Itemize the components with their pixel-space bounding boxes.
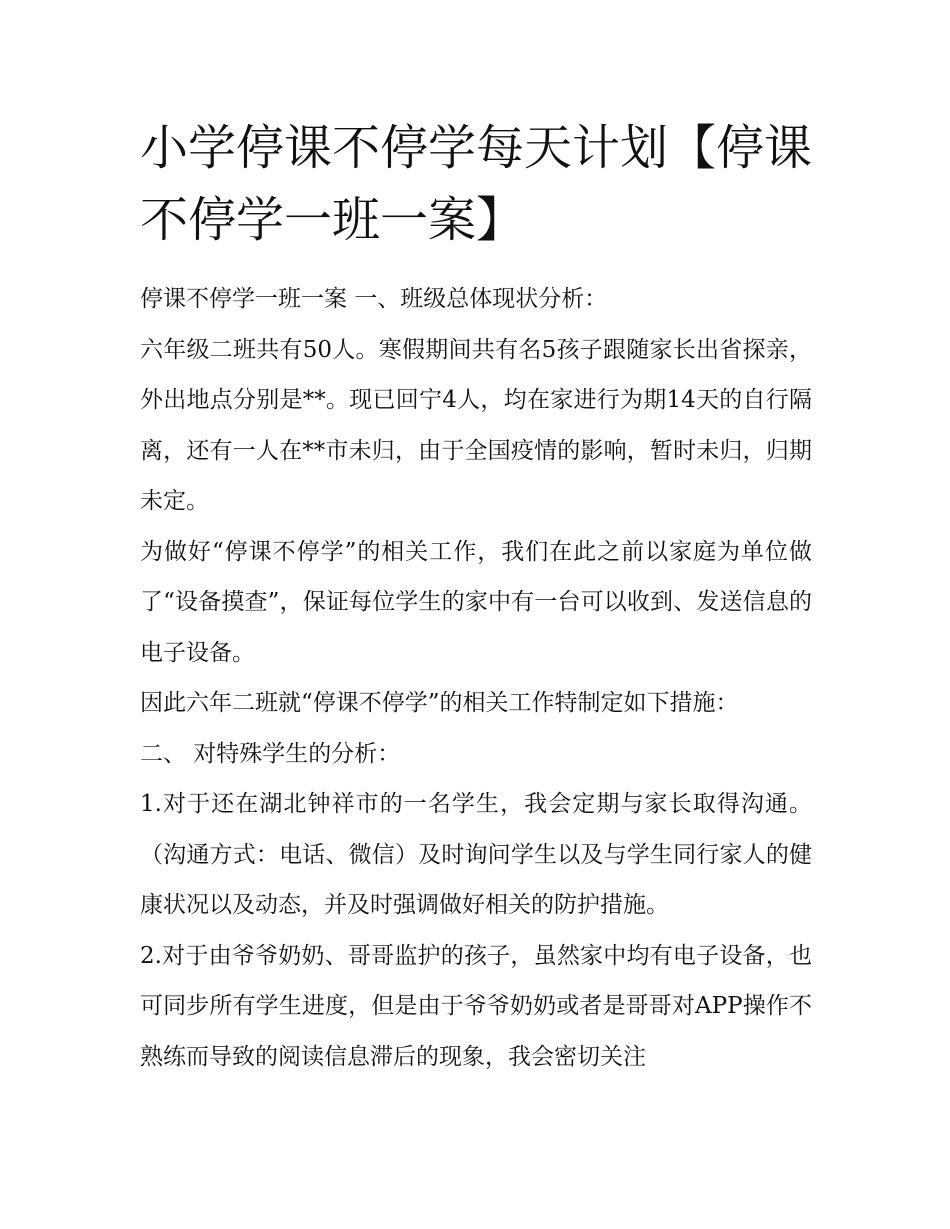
paragraph-device-survey: 为做好“停课不停学”的相关工作，我们在此之前以家庭为单位做了“设备摸查”，保证每位学生的家中有一台可以收到、发送信息的电子设备。 [140,538,812,666]
paragraph-class-overview: 六年级二班共有50人。寒假期间共有名5孩子跟随家长出省探亲，外出地点分别是**。现已回宁4人，均在家进行为期14天的自行隔离，还有一人在**市未归，由于全国疫情的影响，暂时未归，归期未定。 [140,336,812,514]
paragraph-item-two: 2.对于由爷爷奶奶、哥哥监护的孩子，虽然家中均有电子设备，也可同步所有学生进度，但是由于爷爷奶奶或者是哥哥对APP操作不熟练而导致的阅读信息滞后的现象，我会密切关注 [140,942,812,1070]
document-title: 小学停课不停学每天计划【停课不停学一班一案】 [140,120,813,248]
paragraph-measures-intro: 因此六年二班就“停课不停学”的相关工作特制定如下措施： [140,690,739,716]
paragraph-section-one-heading: 停课不停学一班一案 一、班级总体现状分析： [140,286,608,312]
paragraph-item-one: 1.对于还在湖北钟祥市的一名学生，我会定期与家长取得沟通。（沟通方式：电话、微信）及时询问学生以及与学生同行家人的健康状况以及动态，并及时强调做好相关的防护措施。 [140,791,812,918]
document-page [140,112,812,1082]
paragraph-section-two-heading: 二、 对特殊学生的分析： [140,740,401,767]
